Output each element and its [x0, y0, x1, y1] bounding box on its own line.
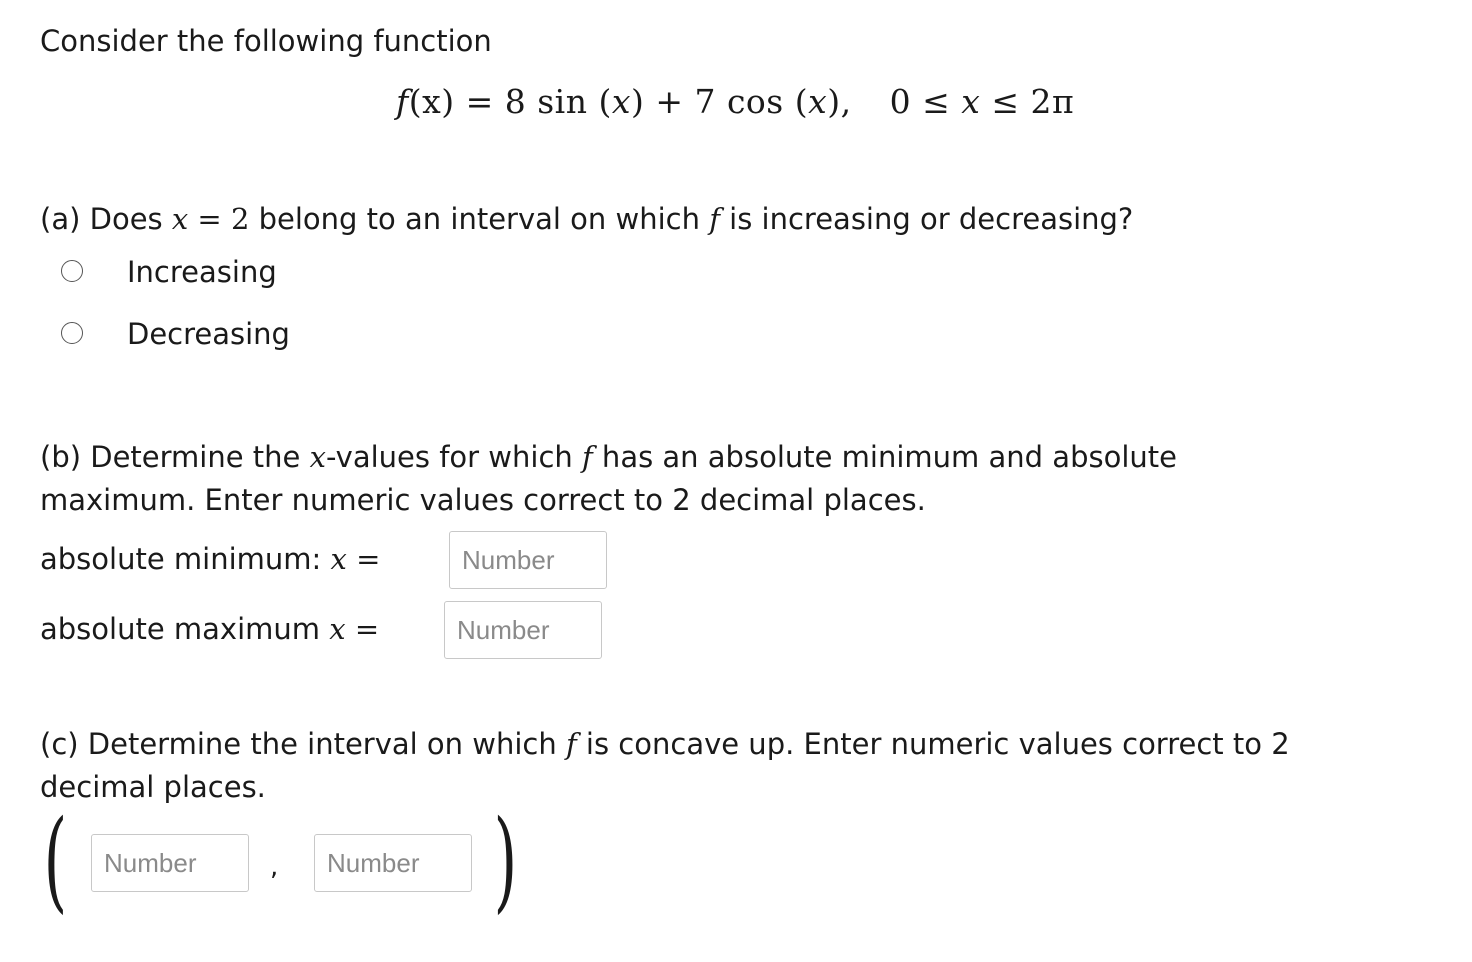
decreasing-label[interactable]: Decreasing — [127, 317, 290, 351]
part-c-f: f — [565, 727, 577, 761]
function-formula — [396, 82, 1074, 121]
abs-min-text: absolute minimum: — [40, 542, 331, 576]
part-a-var: x — [171, 202, 189, 236]
decreasing-radio[interactable] — [61, 322, 83, 344]
absolute-maximum-input[interactable] — [444, 601, 602, 659]
part-b-suffix: has an absolute minimum and absolute — [592, 440, 1177, 474]
part-b-f: f — [581, 440, 593, 474]
abs-max-text: absolute maximum — [40, 612, 330, 646]
part-c-suffix: is concave up. Enter numeric values correct to 2 — [576, 727, 1290, 761]
formula-x1: x — [611, 82, 631, 121]
part-b-mid: -values for which — [325, 440, 582, 474]
formula-domain-x: x — [961, 82, 981, 121]
interval-open-paren: ( — [43, 796, 68, 924]
part-b-question-line1 — [40, 440, 1177, 474]
part-b-var: x — [309, 440, 326, 474]
formula-x2: x — [808, 82, 828, 121]
part-a-f: f — [709, 202, 720, 236]
formula-x-paren: (x) — [408, 82, 455, 121]
formula-domain-lo: 0 ≤ — [889, 82, 962, 121]
absolute-minimum-input[interactable] — [449, 531, 607, 589]
increasing-radio[interactable] — [61, 260, 83, 282]
part-a-suffix: is increasing or decreasing? — [719, 202, 1134, 236]
part-c-question-line1 — [40, 727, 1290, 761]
abs-max-eq: = — [345, 612, 380, 646]
abs-max-var: x — [329, 612, 346, 646]
increasing-label[interactable]: Increasing — [127, 255, 277, 289]
absolute-maximum-label — [40, 612, 379, 646]
part-c-prefix: (c) Determine the interval on which — [40, 727, 566, 761]
part-a-mid: belong to an interval on which — [249, 202, 710, 236]
absolute-minimum-label — [40, 542, 380, 576]
part-b-question-line2: maximum. Enter numeric values correct to 2 decimal places. — [40, 483, 926, 517]
abs-min-eq: = — [346, 542, 381, 576]
part-a-prefix: (a) Does — [40, 202, 172, 236]
part-c-question-line2: decimal places. — [40, 770, 266, 804]
interval-comma: , — [270, 852, 279, 882]
abs-min-var: x — [330, 542, 347, 576]
formula-f: f — [396, 82, 409, 121]
formula-mid-part: ) + 7 cos ( — [630, 82, 809, 121]
formula-domain-hi: ≤ 2π — [980, 82, 1075, 121]
part-a-question — [40, 202, 1133, 236]
interval-close-paren: ) — [493, 796, 518, 924]
part-b-prefix: (b) Determine the — [40, 440, 310, 474]
formula-end-part: ), — [827, 82, 852, 121]
interval-end-input[interactable] — [314, 834, 472, 892]
formula-eq-part: = 8 sin ( — [454, 82, 612, 121]
interval-start-input[interactable] — [91, 834, 249, 892]
part-a-eq: = 2 — [188, 202, 250, 236]
intro-text: Consider the following function — [40, 24, 492, 58]
